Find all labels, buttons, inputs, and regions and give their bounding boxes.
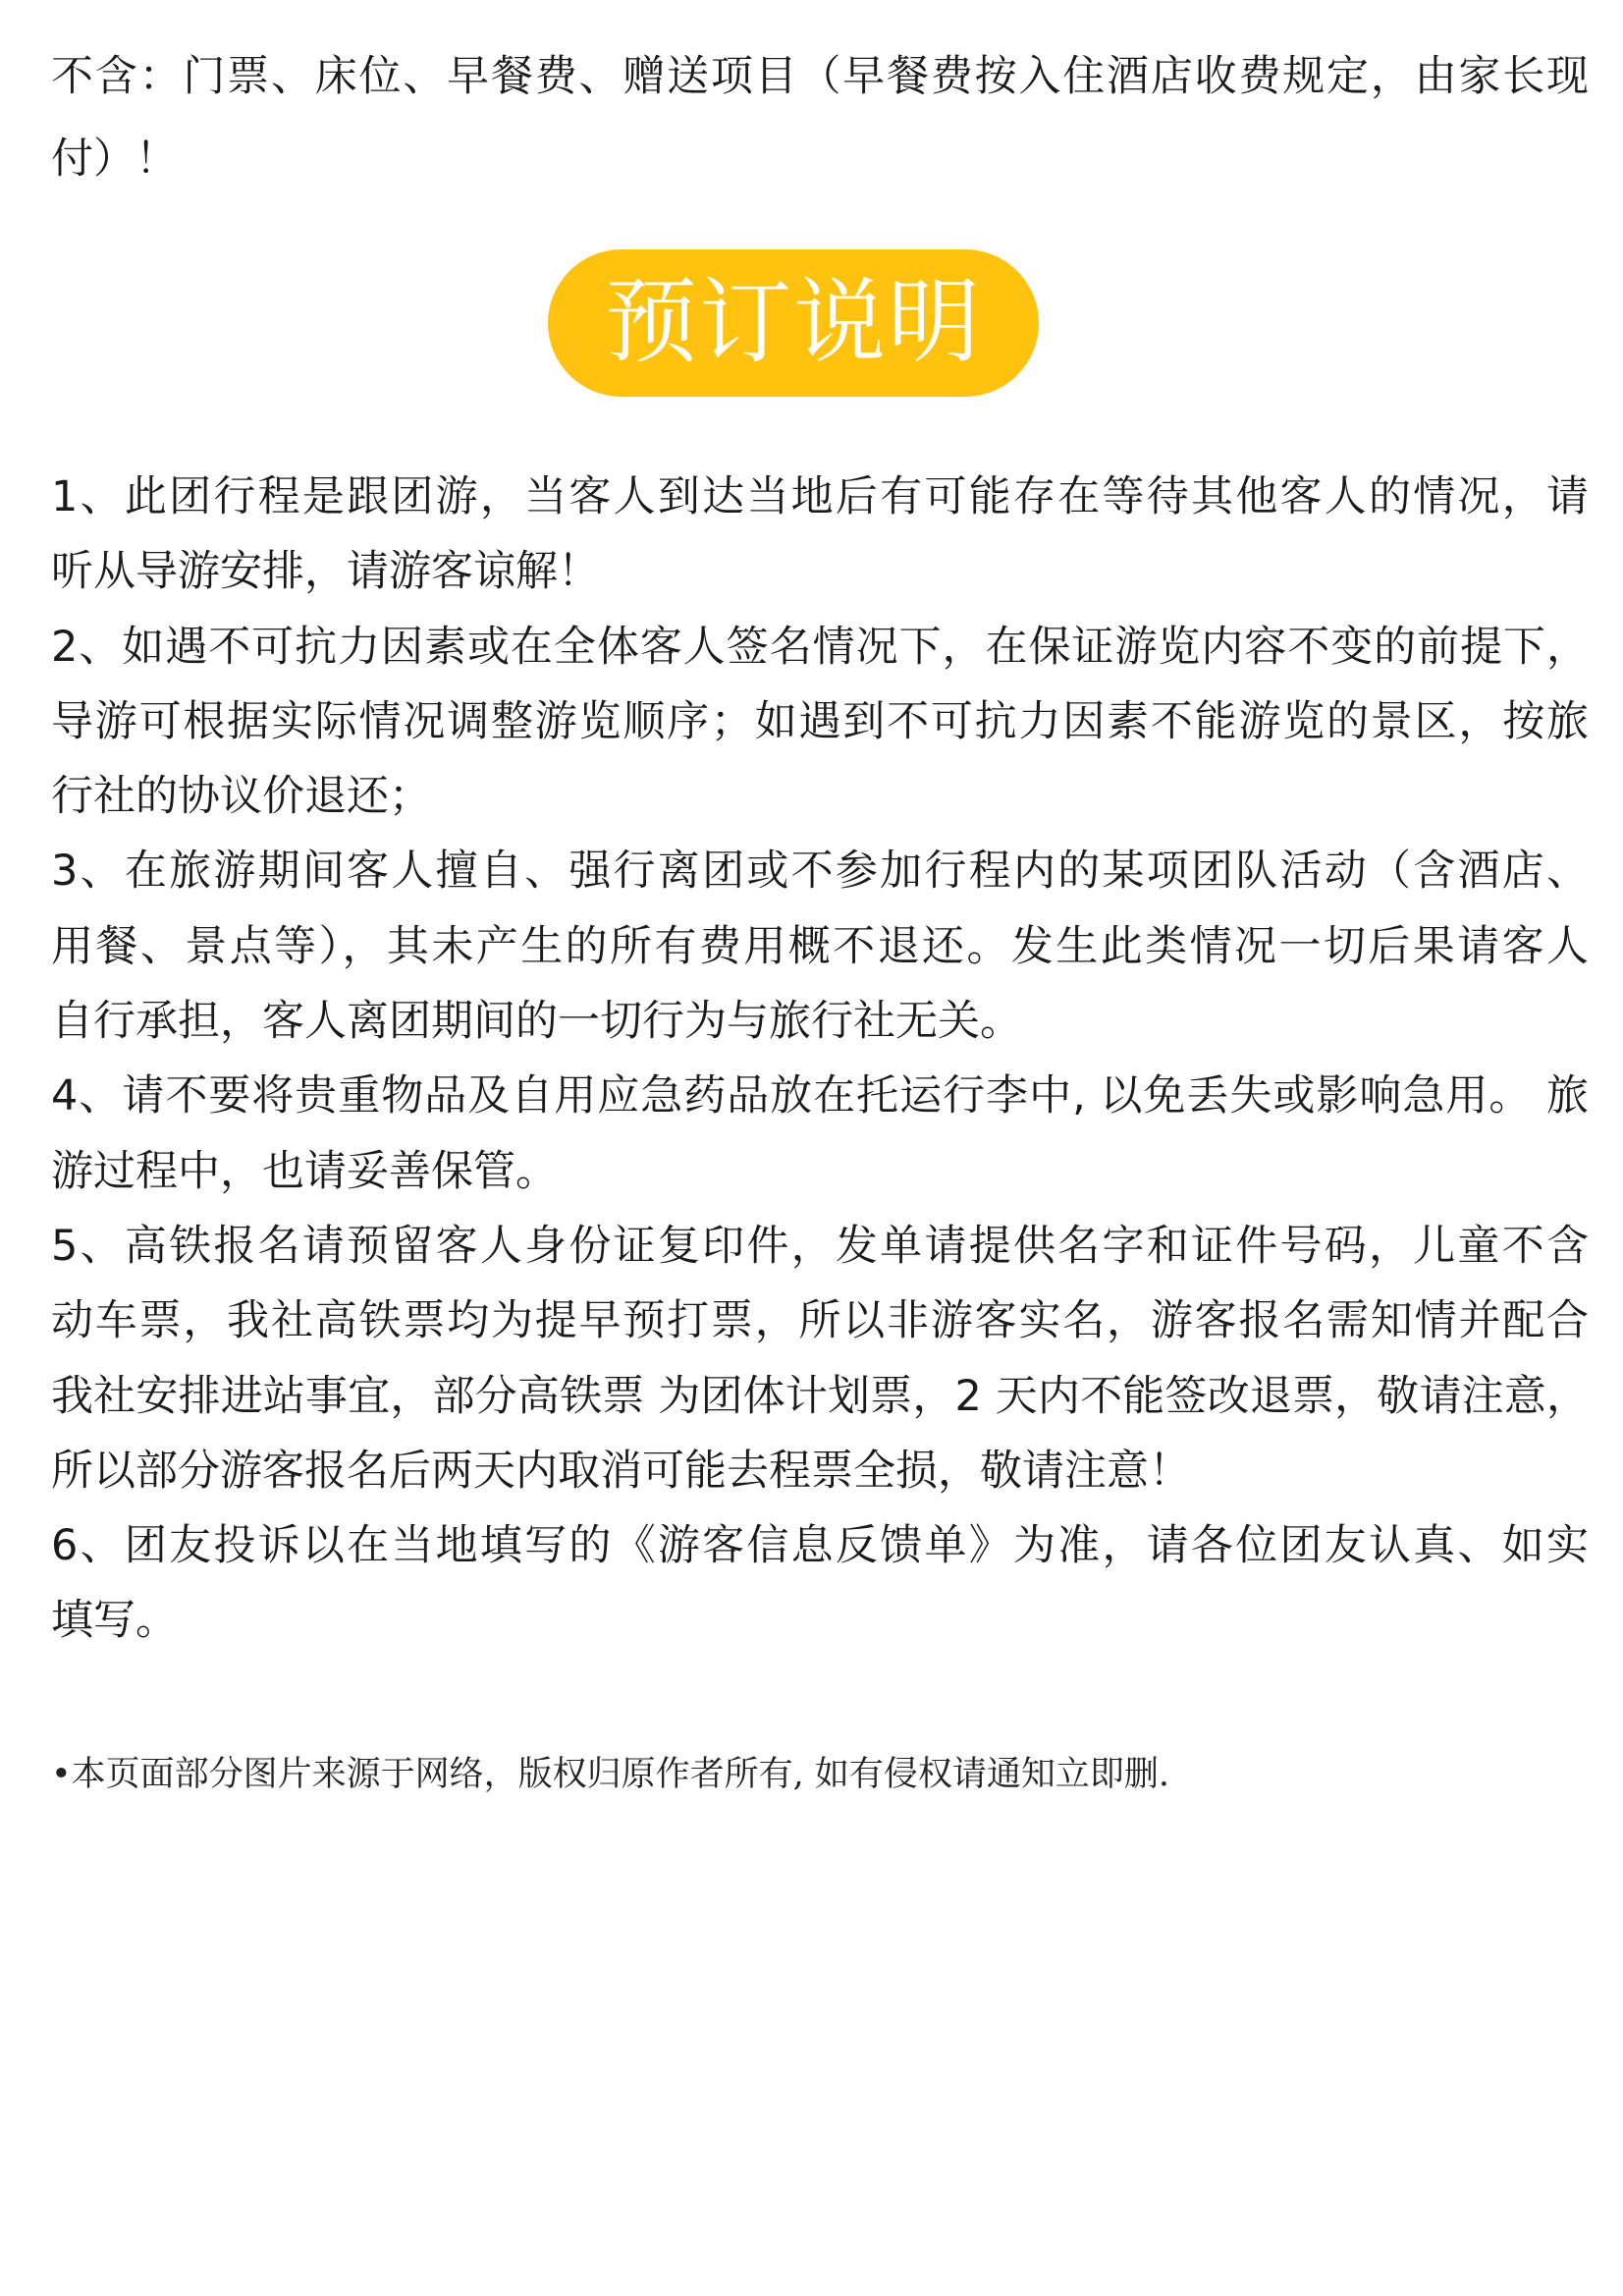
- note-item-5: [51, 1209, 1589, 1508]
- note-line: 行社的协议价退还；: [51, 772, 431, 822]
- note-item-4: [51, 1059, 1589, 1209]
- note-item-6: [51, 1508, 1589, 1659]
- note-line: 4、请不要将贵重物品及自用应急药品放在托运行李中, 以免丢失或影响急用。 旅: [51, 1071, 1589, 1121]
- note-item-3: [51, 834, 1589, 1059]
- note-line: 3、在旅游期间客人擅自、强行离团或不参加行程内的某项团队活动（含酒店、: [51, 847, 1589, 897]
- note-line: 游过程中，也请妥善保管。: [51, 1146, 558, 1196]
- note-line: 动车票，我社高铁票均为提早预打票，所以非游客实名，游客报名需知情并配合: [51, 1296, 1589, 1346]
- copyright-footnote: •本页面部分图片来源于网络，版权归原作者所有, 如有侵权请通知立即删.: [51, 1755, 1170, 1794]
- note-line: 自行承担，客人离团期间的一切行为与旅行社无关。: [51, 997, 1022, 1047]
- note-line: 2、如遇不可抗力因素或在全体客人签名情况下，在保证游览内容不变的前提下，: [51, 622, 1589, 672]
- note-line: 5、高铁报名请预留客人身份证复印件，发单请提供名字和证件号码，儿童不含: [51, 1221, 1589, 1271]
- section-title-pill: [548, 249, 1039, 397]
- excludes-line: 付）！: [51, 135, 178, 184]
- note-line: 我社安排进站事宜，部分高铁票 为团体计划票，2 天内不能签改退票，敬请注意，: [51, 1371, 1589, 1421]
- excludes-line: 不含：门票、床位、早餐费、赠送项目（早餐费按入住酒店收费规定，由家长现: [51, 52, 1589, 101]
- excludes-paragraph: [51, 35, 1589, 200]
- note-line: 填写。: [51, 1596, 178, 1646]
- note-line: 1、此团行程是跟团游，当客人到达当地后有可能存在等待其他客人的情况，请: [51, 472, 1589, 521]
- note-line: 所以部分游客报名后两天内取消可能去程票全损，敬请注意！: [51, 1446, 1191, 1496]
- section-title: 预订说明: [604, 269, 982, 376]
- note-item-2: [51, 610, 1589, 835]
- booking-notes-list: [51, 460, 1589, 1659]
- note-item-1: [51, 460, 1589, 610]
- note-line: 听从导游安排，请游客谅解！: [51, 547, 600, 597]
- note-line: 导游可根据实际情况调整游览顺序；如遇到不可抗力因素不能游览的景区，按旅: [51, 696, 1589, 746]
- note-line: 用餐、景点等），其未产生的所有费用概不退还。发生此类情况一切后果请客人: [51, 921, 1589, 971]
- note-line: 6、团友投诉以在当地填写的《游客信息反馈单》为准，请各位团友认真、如实: [51, 1521, 1589, 1571]
